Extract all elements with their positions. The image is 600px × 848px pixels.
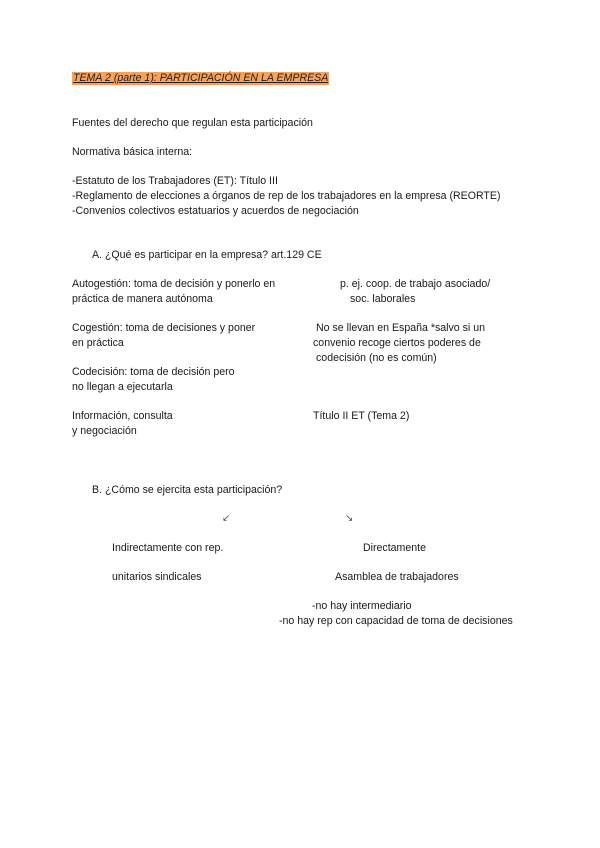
arrow-down-right-icon: ↘ <box>345 513 354 524</box>
informacion-line: y negociación <box>72 425 137 437</box>
normativa-item: -Convenios colectivos estatuarios y acuerdos de negociación <box>72 205 359 217</box>
page-title: TEMA 2 (parte 1): PARTICIPACIÓN EN LA EMPRESA <box>73 72 329 84</box>
informacion-note: Título II ET (Tema 2) <box>313 410 410 422</box>
indirect-line: unitarios sindicales <box>112 571 202 583</box>
direct-line: Directamente <box>363 542 426 554</box>
codecision-line: no llegan a ejecutarla <box>72 381 173 393</box>
normativa-item: -Reglamento de elecciones a órganos de rep de los trabajadores en la empresa (REORTE) <box>72 190 501 202</box>
normativa-item: -Estatuto de los Trabajadores (ET): Título III <box>72 175 278 187</box>
section-a-heading: A. ¿Qué es participar en la empresa? art.129 CE <box>92 249 322 261</box>
autogestion-note: soc. laborales <box>350 293 416 305</box>
section-b-heading: B. ¿Cómo se ejercita esta participación? <box>92 484 283 496</box>
autogestion-line: práctica de manera autónoma <box>72 293 213 305</box>
cogestion-note: codecisión (no es común) <box>316 352 437 364</box>
indirect-line: Indirectamente con rep. <box>112 542 224 554</box>
cogestion-line: en práctica <box>72 337 124 349</box>
cogestion-line: Cogestión: toma de decisiones y poner <box>72 322 256 334</box>
codecision-line: Codecisión: toma de decisión pero <box>72 366 235 378</box>
direct-note: -no hay rep con capacidad de toma de decisiones <box>279 615 513 627</box>
autogestion-line: Autogestión: toma de decisión y ponerlo en <box>72 278 276 290</box>
fuentes-text: Fuentes del derecho que regulan esta participación <box>72 117 313 129</box>
cogestion-note: No se llevan en España *salvo si un <box>316 322 486 334</box>
direct-line: Asamblea de trabajadores <box>335 571 459 583</box>
direct-note: -no hay intermediario <box>312 600 412 612</box>
arrow-down-left-icon: ↙ <box>222 513 231 524</box>
normativa-text: Normativa básica interna: <box>72 146 193 158</box>
informacion-line: Información, consulta <box>72 410 173 422</box>
cogestion-note: convenio recoge ciertos poderes de <box>313 337 481 349</box>
autogestion-note: p. ej. coop. de trabajo asociado/ <box>340 278 491 290</box>
